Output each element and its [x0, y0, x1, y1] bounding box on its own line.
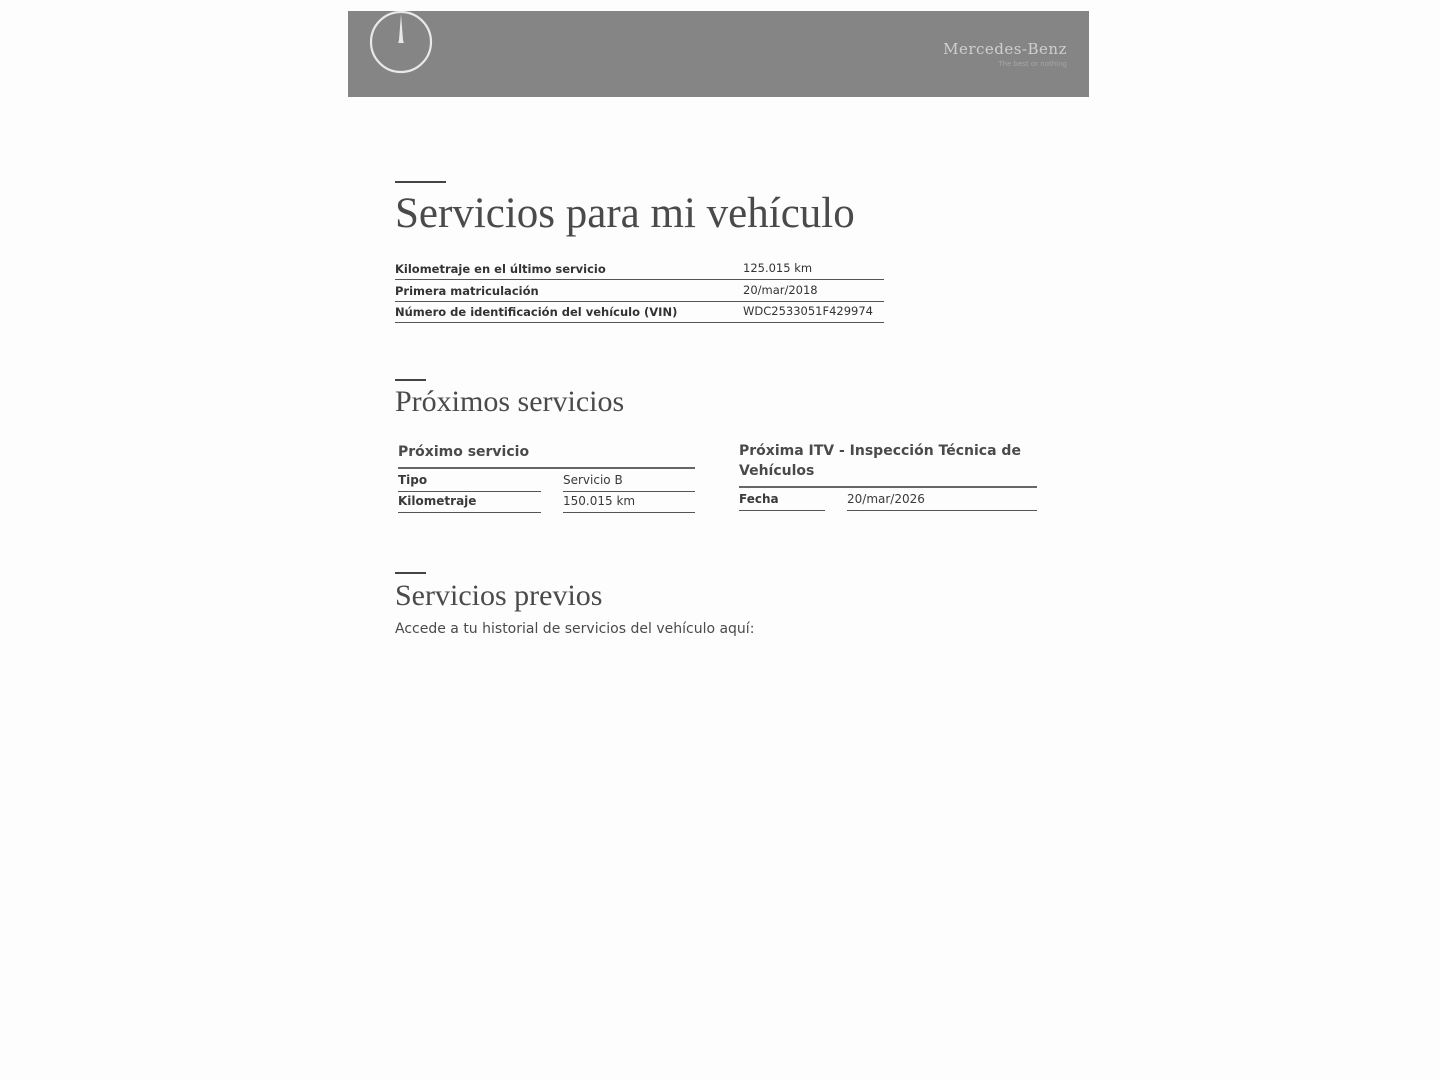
previous-services-title: Servicios previos — [395, 579, 603, 612]
table-row — [395, 260, 884, 280]
table-row — [395, 282, 884, 302]
page-title: Servicios para mi vehículo — [395, 190, 855, 237]
mercedes-star-icon — [367, 10, 435, 74]
previous-services-description: Accede a tu historial de servicios del vehículo aquí: — [395, 621, 755, 637]
header-band — [348, 11, 1089, 97]
next-service-mileage-label: Kilometraje — [398, 493, 541, 513]
itv-date-value: 20/mar/2026 — [847, 491, 1037, 511]
itv-date-label: Fecha — [739, 491, 825, 511]
section-accent-line — [395, 572, 426, 574]
next-service-mileage-value: 150.015 km — [563, 493, 695, 513]
brand-name: Mercedes-Benz — [943, 40, 1067, 58]
row-value: WDC2533051F429974 — [743, 304, 873, 318]
row-label: Número de identificación del vehículo (VIN) — [395, 305, 678, 319]
brand-wordmark — [943, 40, 1067, 68]
row-value: 20/mar/2018 — [743, 282, 818, 297]
upcoming-services-title: Próximos servicios — [395, 385, 625, 418]
itv-heading: Próxima ITV - Inspección Técnica de Vehículos — [739, 443, 1021, 479]
next-service-heading: Próximo servicio — [398, 444, 530, 460]
section-accent-line — [395, 379, 426, 381]
divider — [739, 486, 1037, 488]
table-row — [395, 303, 884, 323]
section-accent-line — [395, 181, 446, 183]
vehicle-info-table — [395, 260, 884, 325]
next-service-type-value: Servicio B — [563, 472, 695, 492]
next-service-type-label: Tipo — [398, 472, 541, 492]
divider — [398, 467, 695, 469]
brand-tagline: The best or nothing — [998, 60, 1067, 68]
row-label: Kilometraje en el último servicio — [395, 262, 606, 276]
row-label: Primera matriculación — [395, 283, 539, 298]
row-value: 125.015 km — [743, 261, 813, 275]
